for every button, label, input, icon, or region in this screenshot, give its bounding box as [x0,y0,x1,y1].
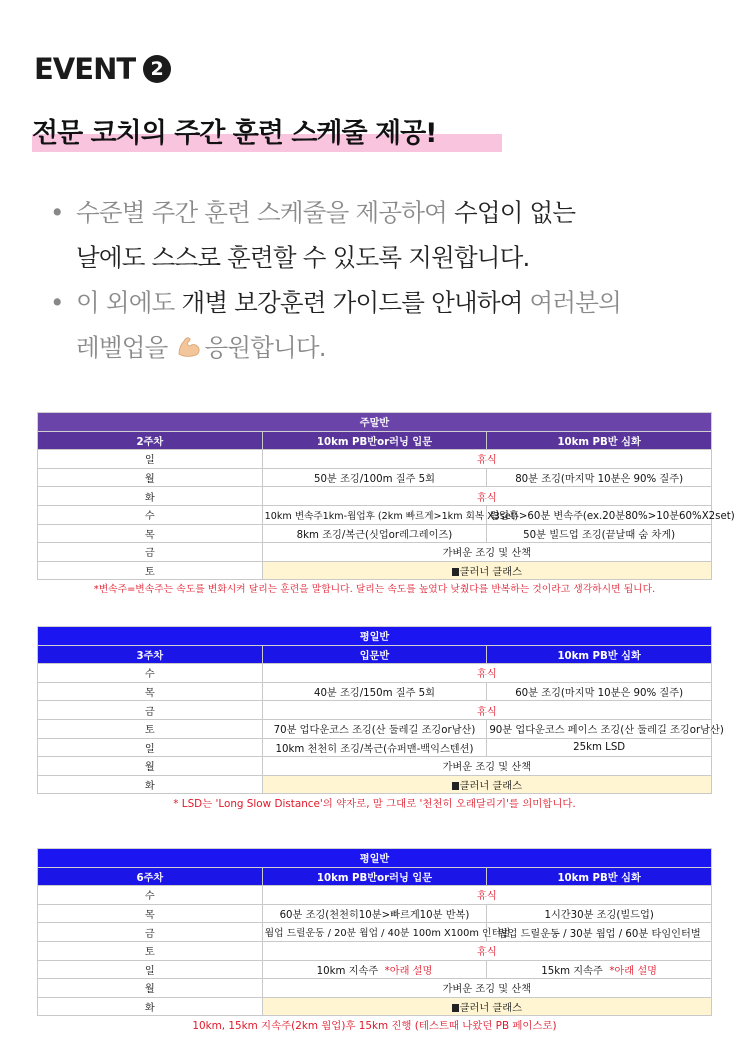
plan-cell: 웜업후>60분 변속주(ex.20분80%>10분60%X2set) [487,505,712,524]
plan-cell: 70분 업다운코스 조깅(산 둘레길 조깅or남산) [262,719,487,738]
plan-cell [262,960,487,979]
bullet-text: 수업이 없는 [446,198,576,227]
plan-cell: 가벼운 조깅 및 산책 [262,543,711,562]
day-cell: 금 [38,923,263,942]
plan-cell: 40분 조깅/150m 질주 5회 [262,682,487,701]
headline: 전문 코치의 주간 훈련 스케줄 제공! [32,118,437,149]
table-row [38,886,712,905]
column-header: 10km PB반 심화 [487,431,712,450]
plan-cell: 50분 빌드업 조깅(끝날때 숨 차게) [487,524,712,543]
day-cell: 목 [38,524,263,543]
day-cell: 월 [38,757,263,776]
table-row [38,775,712,794]
square-icon [452,568,459,576]
week-label: 3주차 [38,645,263,664]
table-row [38,997,712,1016]
rest-cell: 휴식 [262,886,711,905]
schedule-table-weekday-week3 [37,626,724,813]
plan-cell: 웜업 드릴운동 / 20분 웜업 / 40분 100m X100m 인터벌 [262,923,487,942]
table-row [38,738,712,757]
table-row [38,941,712,960]
square-icon [452,1004,459,1012]
table-row [38,682,712,701]
rest-cell: 휴식 [262,450,711,469]
plan-cell: 50분 조깅/100m 질주 5회 [262,468,487,487]
day-cell: 일 [38,450,263,469]
day-cell: 일 [38,738,263,757]
plan-cell: 60분 조깅(마지막 10분은 90% 질주) [487,682,712,701]
bullet-item [44,280,724,370]
flexed-biceps-icon [176,327,202,349]
column-header: 10km PB반 심화 [487,867,712,886]
table-row [38,923,712,942]
week-label: 6주차 [38,867,263,886]
day-cell: 수 [38,505,263,524]
plan-cell: 1시간30분 조깅(빌드업) [487,904,712,923]
table-row [38,450,712,469]
table-row [38,719,712,738]
table-note: 10km, 15km 지속주(2km 웜업)후 15km 진행 (테스트때 나왔던 PB 페이스로) [192,1020,557,1033]
plan-cell: 가벼운 조깅 및 산책 [262,757,711,776]
bullet-list [44,190,724,370]
plan-cell: 10km 천천히 조깅/복근(슈퍼맨-백익스텐션) [262,738,487,757]
rest-cell: 휴식 [262,941,711,960]
day-cell: 토 [38,561,263,580]
bullet-text-grey: 수준별 주간 훈련 스케줄을 제공하여 [76,198,447,227]
schedule-table-weekend [37,412,735,599]
event-number-badge: 2 [143,55,171,83]
plan-text: 10km 지속주 [316,965,379,977]
bullet-text: 개별 보강훈련 가이드를 안내하여 [174,288,523,317]
day-cell: 목 [38,904,263,923]
plan-cell: 웜업 드릴운동 / 30분 웜업 / 60분 타임인터벌 [487,923,712,942]
class-text: 클러너 클래스 [459,781,522,793]
table-row [38,979,712,998]
square-icon [452,782,459,790]
table-row [38,487,712,506]
bullet-text-grey: 여러분의 [522,288,622,317]
bullet-dot: • [50,198,64,227]
day-cell: 토 [38,719,263,738]
table-row [38,561,712,580]
plan-cell: 8km 조깅/복근(싯업or레그레이즈) [262,524,487,543]
day-cell: 금 [38,543,263,562]
plan-cell: 10km 변속주1km-웜업후 (2km 빠르게>1km 회복 X3set) [262,505,487,524]
day-cell: 화 [38,997,263,1016]
bullet-dot: • [50,288,64,317]
event-label [34,52,171,86]
table-row [38,904,712,923]
plan-note: *아래 설명 [384,965,433,977]
day-cell: 금 [38,701,263,720]
plan-cell: 60분 조깅(천천히10분>빠르게10분 반복) [262,904,487,923]
column-header: 10km PB반or러닝 입문 [262,867,487,886]
class-text: 클러너 클래스 [459,567,522,579]
bullet-text-grey: 레벨업을 [76,333,168,362]
plan-cell: 90분 업다운코스 페이스 조깅(산 둘레길 조깅or남산) [487,719,712,738]
day-cell: 목 [38,682,263,701]
day-cell: 수 [38,886,263,905]
bullet-item [44,190,724,280]
day-cell: 월 [38,468,263,487]
day-cell: 화 [38,487,263,506]
rest-cell: 휴식 [262,701,711,720]
table-row [38,524,712,543]
table-row [38,960,712,979]
plan-note: *아래 설명 [609,965,658,977]
day-cell: 수 [38,664,263,683]
column-header: 10km PB반 심화 [487,645,712,664]
column-header: 입문반 [262,645,487,664]
day-cell: 화 [38,775,263,794]
table-row [38,701,712,720]
day-cell: 일 [38,960,263,979]
bullet-text-grey: 응원합니다. [204,333,326,362]
class-cell [262,997,711,1016]
class-cell [262,775,711,794]
plan-cell: 25km LSD [487,738,712,757]
bullet-text-grey: 이 외에도 [76,288,175,317]
plan-cell: 가벼운 조깅 및 산책 [262,979,711,998]
event-text: EVENT [34,52,136,86]
headline-block [32,112,436,160]
table-note: *변속주=변속주는 속도를 변화시켜 달리는 훈련을 말합니다. 달리는 속도를 높였다 낮췄다를 반복하는 것이라고 생각하시면 됩니다. [93,584,656,596]
bullet-text: 날에도 스스로 훈련할 수 있도록 지원합니다. [76,243,530,272]
column-header: 10km PB반or러닝 입문 [262,431,487,450]
rest-cell: 휴식 [262,664,711,683]
class-text: 클러너 클래스 [459,1003,522,1015]
plan-cell [487,960,712,979]
day-cell: 토 [38,941,263,960]
table-row [38,468,712,487]
day-cell: 월 [38,979,263,998]
table-title: 평일반 [38,849,712,868]
plan-text: 15km 지속주 [541,965,603,977]
table-row [38,664,712,683]
table-row [38,505,712,524]
table-row [38,543,712,562]
table-title: 평일반 [38,627,712,646]
schedule-table-weekday-week6 [37,848,712,1035]
table-note: * LSD는 'Long Slow Distance'의 약자로, 말 그대로 '천천히 오래달리기'를 의미합니다. [173,798,576,811]
table-row [38,757,712,776]
week-label: 2주차 [38,431,263,450]
class-cell [262,561,711,580]
rest-cell: 휴식 [262,487,711,506]
plan-cell: 80분 조깅(마지막 10분은 90% 질주) [487,468,712,487]
table-title: 주말반 [38,413,712,432]
